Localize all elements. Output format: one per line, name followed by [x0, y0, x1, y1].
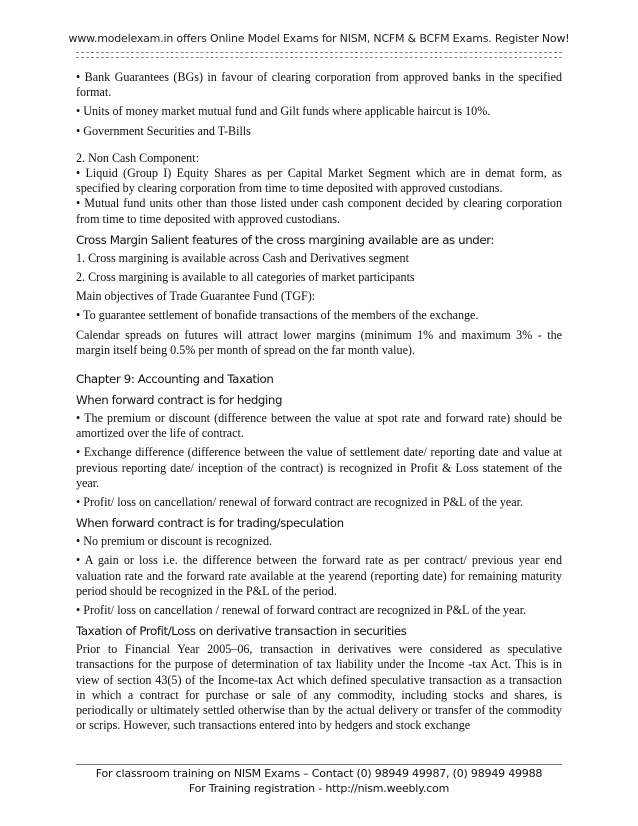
- paragraph-mutual-fund-units: • Mutual fund units other than those listed under cash component decided by clearing corporation from time to time deposited with approved custodians.: [76, 196, 562, 226]
- paragraph-cancellation-trading: • Profit/ loss on cancellation / renewal of forward contract are recognized in P&L of the year.: [76, 603, 527, 618]
- paragraph-money-market-units: • Units of money market mutual fund and Gilt funds where applicable haircut is 10%.: [76, 104, 491, 119]
- footer-registration-line: For Training registration - http://nism.weebly.com: [188, 782, 450, 795]
- paragraph-non-cash-component: 2. Non Cash Component:: [76, 150, 199, 165]
- paragraph-gain-loss: • A gain or loss i.e. the difference between the forward rate as per contract/ previous year end valuation rate and the forward rate available at the yearend (reporting date) for remaining maturity period should be recognized in the P&L of the period.: [76, 553, 562, 598]
- paragraph-cancellation-hedging: • Profit/ loss on cancellation/ renewal of forward contract are recognized in P&L of the year.: [76, 495, 524, 510]
- paragraph-tgf-guarantee: • To guarantee settlement of bonafide transactions of the members of the exchange.: [76, 308, 479, 323]
- page-header: www.modelexam.in offers Online Model Exams for NISM, NCFM & BCFM Exams. Register Now!: [68, 32, 570, 45]
- heading-taxation: Taxation of Profit/Loss on derivative transaction in securities: [76, 624, 407, 639]
- paragraph-bank-guarantees: • Bank Guarantees (BGs) in favour of clearing corporation from approved banks in the specified format.: [76, 70, 562, 100]
- heading-chapter-9: Chapter 9: Accounting and Taxation: [76, 372, 274, 387]
- paragraph-calendar-spreads: Calendar spreads on futures will attract lower margins (minimum 1% and maximum 3% - the margin itself being 0.5% per month of spread on the far month value).: [76, 327, 562, 357]
- page-content: [76, 70, 562, 734]
- footer-divider: [76, 764, 562, 765]
- paragraph-premium-discount: • The premium or discount (difference between the value at spot rate and forward rate) should be amortized over the life of contract.: [76, 411, 562, 441]
- footer-contact-line: For classroom training on NISM Exams – Contact (0) 98949 49987, (0) 98949 49988: [95, 767, 543, 780]
- paragraph-exchange-difference: • Exchange difference (difference between the value of settlement date/ reporting date and value at previous reporting date/ inception of the contract) is recognized in Profit & Loss statement of the year.: [76, 445, 562, 490]
- paragraph-government-securities: • Government Securities and T-Bills: [76, 123, 251, 138]
- heading-forward-hedging: When forward contract is for hedging: [76, 393, 283, 408]
- heading-cross-margin: Cross Margin Salient features of the cross margining available are as under:: [76, 232, 495, 247]
- header-divider: [76, 52, 562, 58]
- paragraph-tgf-objectives: Main objectives of Trade Guarantee Fund (TGF):: [76, 289, 316, 304]
- paragraph-prior-fy: Prior to Financial Year 2005–06, transaction in derivatives were considered as speculative transactions for the purpose of determination of tax liability under the Income -tax Act. This is in view of section 43(5) of the Income-tax Act which defined speculative transaction as a transaction in which a contract for purchase or sale of any commodity, including stocks and shares, is periodically or ultimately settled otherwise than by the actual delivery or transfer of the commodity or scrips. However, such transactions entered into by hedgers and stock exchange: [76, 642, 562, 733]
- paragraph-no-premium: • No premium or discount is recognized.: [76, 534, 273, 549]
- paragraph-liquid-equity: • Liquid (Group I) Equity Shares as per Capital Market Segment which are in demat form, as specified by clearing corporation from time to time deposited with approved custodians.: [76, 166, 562, 196]
- paragraph-cross-margin-1: 1. Cross margining is available across Cash and Derivatives segment: [76, 250, 409, 265]
- page-footer: [76, 766, 562, 796]
- heading-forward-trading: When forward contract is for trading/speculation: [76, 516, 344, 531]
- paragraph-cross-margin-2: 2. Cross margining is available to all categories of market participants: [76, 270, 415, 285]
